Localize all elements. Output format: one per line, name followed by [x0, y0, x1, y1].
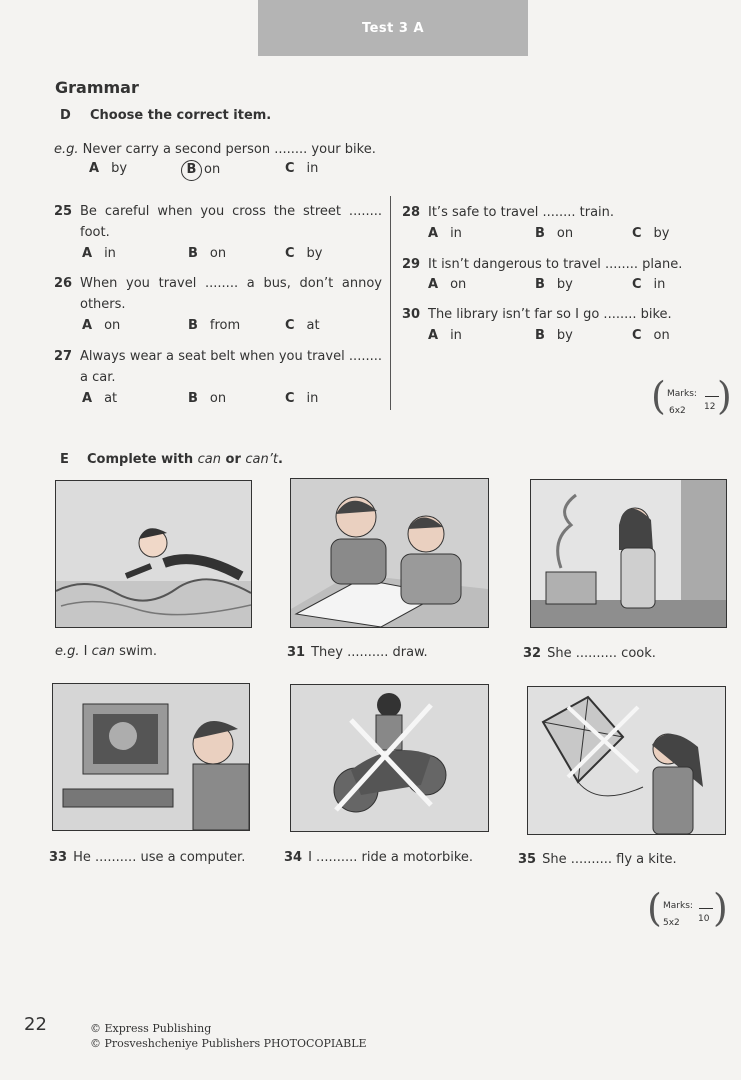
question-27: 27 Always wear a seat belt when you travel ........ a car.: [54, 349, 382, 385]
option-a[interactable]: A in: [82, 246, 116, 261]
example-option-b[interactable]: B on: [181, 160, 220, 181]
picture-computer: [52, 683, 250, 831]
caption-34: 34 I .......... ride a motorbike.: [284, 850, 474, 865]
marks-box-e: ( Marks: 10 5x2 ): [647, 886, 728, 930]
caption-31: 31 They .......... draw.: [287, 645, 428, 660]
option-c[interactable]: C on: [632, 328, 670, 343]
example-option-a[interactable]: A by: [89, 161, 128, 176]
option-a[interactable]: A in: [428, 328, 462, 343]
option-c[interactable]: C in: [285, 391, 319, 406]
page-number: 22: [24, 1014, 47, 1035]
option-c[interactable]: C by: [285, 246, 323, 261]
section-d-letter: D: [60, 108, 71, 123]
question-28: 28 It’s safe to travel ........ train.: [402, 205, 615, 220]
question-30: 30 The library isn’t far so I go ........ bike.: [402, 307, 672, 322]
option-a[interactable]: A on: [428, 277, 467, 292]
footer-copyright: © Express Publishing © Prosveshcheniye Publishers PHOTOCOPIABLE: [90, 1022, 367, 1050]
section-d-heading: [60, 108, 271, 123]
option-b[interactable]: B on: [188, 246, 227, 261]
option-c[interactable]: C at: [285, 318, 320, 333]
question-25-options: [82, 246, 382, 266]
question-26-options: [82, 318, 382, 338]
example-prefix: e.g.: [54, 142, 79, 157]
question-25: 25 Be careful when you cross the street ........ foot.: [54, 204, 382, 240]
question-28-options: [428, 226, 708, 246]
question-27-options: [82, 391, 382, 411]
question-30-options: [428, 328, 708, 348]
question-29: 29 It isn’t dangerous to travel ........ plane.: [402, 257, 683, 272]
caption-example: e.g. I can swim.: [55, 644, 157, 659]
column-divider: [390, 196, 391, 410]
section-e-heading: E Complete with can or can’t.: [60, 452, 283, 467]
caption-33: 33 He .......... use a computer.: [49, 850, 246, 865]
question-29-options: [428, 277, 708, 297]
section-d-instruction: Choose the correct item.: [90, 108, 272, 123]
option-a[interactable]: A in: [428, 226, 462, 241]
section-title: Grammar: [55, 78, 139, 97]
example-option-c[interactable]: C in: [285, 161, 319, 176]
example-options: [89, 161, 389, 183]
option-b[interactable]: B from: [188, 318, 241, 333]
caption-32: 32 She .......... cook.: [523, 646, 656, 661]
option-b[interactable]: B on: [535, 226, 574, 241]
picture-swimming: [55, 480, 252, 628]
option-a[interactable]: A at: [82, 391, 118, 406]
option-c[interactable]: C in: [632, 277, 666, 292]
header-bar: [258, 0, 528, 56]
option-b[interactable]: B by: [535, 328, 573, 343]
option-a[interactable]: A on: [82, 318, 121, 333]
caption-35: 35 She .......... fly a kite.: [518, 852, 677, 867]
example-text: Never carry a second person ........ your bike.: [82, 142, 376, 157]
option-b[interactable]: B by: [535, 277, 573, 292]
test-title: Test 3 A: [361, 20, 425, 36]
picture-cooking: [530, 479, 727, 628]
marks-box-d: ( Marks: 12 6x2 ): [651, 374, 732, 418]
answer-circle: B: [181, 160, 202, 181]
option-b[interactable]: B on: [188, 391, 227, 406]
picture-drawing: [290, 478, 489, 628]
question-26: 26 When you travel ........ a bus, don’t annoy others.: [54, 276, 382, 312]
picture-kite: [527, 686, 726, 835]
example-question: [54, 139, 394, 160]
option-c[interactable]: C by: [632, 226, 670, 241]
picture-motorbike: [290, 684, 489, 832]
